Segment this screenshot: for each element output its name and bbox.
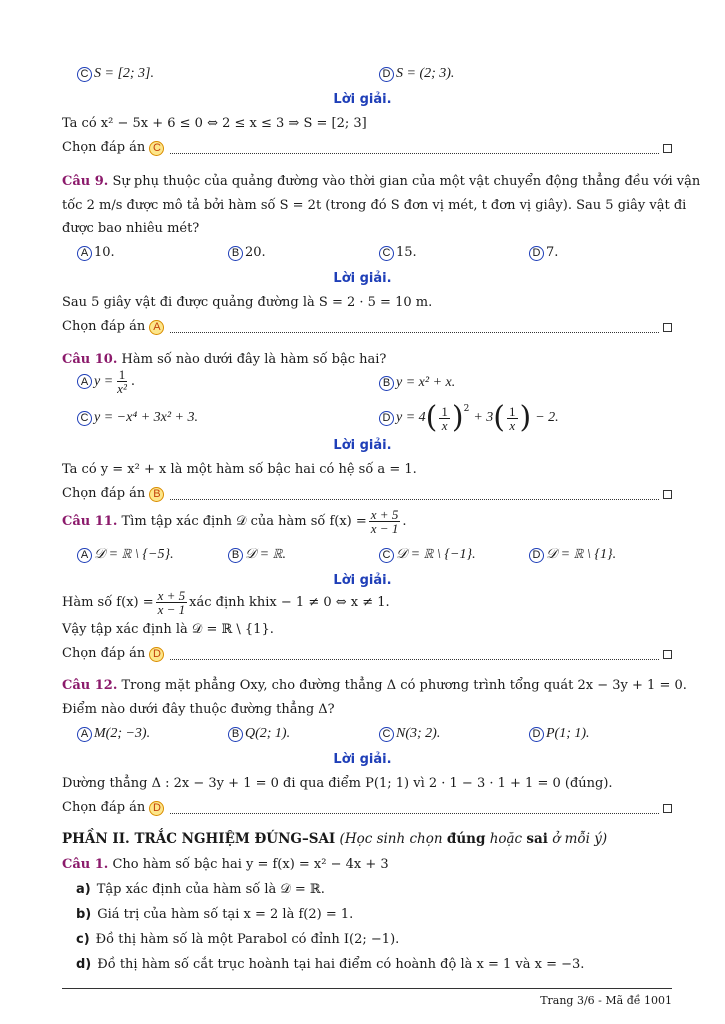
q9-option-d[interactable]: [529, 245, 558, 261]
option-badge: A: [77, 548, 92, 563]
option-badge: C: [379, 727, 394, 742]
answer-line: [62, 140, 672, 156]
question-text-end: .: [402, 513, 407, 529]
option-text: y =: [94, 373, 114, 389]
question-number: Câu 10.: [62, 352, 118, 367]
exponent: 2: [463, 404, 470, 414]
statement-text: Giá trị của hàm số tại x = 2 là f(2) = 1.: [97, 907, 354, 922]
answer-label: Chọn đáp án: [62, 800, 146, 815]
answer-line: [62, 486, 672, 502]
qed-square-icon: [663, 490, 672, 499]
option-text: S = [2; 3].: [94, 66, 155, 81]
fraction-numerator: x + 5: [370, 507, 399, 522]
q12-option-c[interactable]: [379, 726, 440, 742]
solution-text: Dường thẳng Δ : 2x − 3y + 1 = 0 đi qua điểm P(1; 1) vì 2 · 1 − 3 · 1 + 1 = 0 (đúng).: [62, 776, 613, 791]
part-note-bold: đúng: [446, 831, 486, 847]
part-note: hoặc: [489, 831, 523, 847]
option-text: 15.: [396, 245, 417, 260]
question-text: Sự phụ thuộc của quảng đường vào thời gian của một vật chuyển động thẳng đều với vận: [112, 174, 701, 189]
q11-option-b[interactable]: [228, 547, 286, 563]
q9-option-a[interactable]: [77, 245, 115, 261]
question-9-line2: tốc 2 m/s được mô tả bởi hàm số S = 2t (trong đó S đơn vị mét, t đơn vị giây). Sau 5 giây vật đi: [62, 198, 687, 213]
answer-badge: C: [149, 141, 164, 156]
solution-heading: Lời giải.: [333, 92, 392, 107]
fraction-denominator: x: [509, 417, 516, 433]
option-badge: B: [228, 548, 243, 563]
option-text: y = −x⁴ + 3x² + 3.: [94, 410, 198, 425]
fraction-numerator: 1: [509, 403, 516, 419]
fraction: [156, 589, 188, 616]
solution-text-2: Vậy tập xác định là 𝒟 = ℝ \ {1}.: [62, 622, 274, 637]
option-text: M(2; −3).: [94, 726, 151, 741]
option-text: Q(2; 1).: [245, 726, 291, 741]
part-note: ở mỗi ý): [552, 831, 608, 847]
q9-option-b[interactable]: [228, 245, 266, 261]
question-text: Trong mặt phẳng Oxy, cho đường thẳng Δ có phương trình tổng quát 2x − 3y + 1 = 0.: [121, 678, 687, 693]
paren-open: (: [493, 400, 506, 435]
option-text-mid: + 3: [473, 410, 494, 425]
statement-text: Tập xác định của hàm số là 𝒟 = ℝ.: [96, 882, 325, 897]
question-12-line2: Điểm nào dưới đây thuộc đường thẳng Δ?: [62, 702, 335, 717]
option-badge: C: [77, 67, 92, 82]
option-badge: D: [379, 411, 394, 426]
option-c[interactable]: [77, 66, 154, 82]
qed-square-icon: [663, 650, 672, 659]
option-text: y = 4: [396, 410, 426, 425]
q9-option-c[interactable]: [379, 245, 417, 261]
option-text-end: − 2.: [535, 410, 559, 425]
option-badge: D: [529, 548, 544, 563]
solution-text: [62, 589, 390, 616]
dotted-leader: [170, 489, 659, 500]
option-text: 20.: [245, 245, 266, 260]
statement-label: c): [76, 932, 90, 947]
dotted-leader: [170, 322, 659, 333]
answer-line: [62, 800, 672, 816]
fraction-numerator: 1: [441, 403, 448, 419]
answer-label: Chọn đáp án: [62, 646, 146, 661]
q10-option-c[interactable]: [77, 410, 198, 426]
question-number: Câu 1.: [62, 857, 109, 872]
option-badge: C: [379, 246, 394, 261]
option-text: S = (2; 3).: [396, 66, 455, 81]
question-number: Câu 11.: [62, 513, 118, 529]
answer-badge: D: [149, 801, 164, 816]
option-text-end: .: [130, 373, 135, 389]
statement-label: b): [76, 907, 92, 922]
solution-text: Ta có y = x² + x là một hàm số bậc hai có hệ số a = 1.: [62, 462, 417, 477]
option-badge: D: [529, 727, 544, 742]
qed-square-icon: [663, 323, 672, 332]
page-footer: Trang 3/6 - Mã đề 1001: [540, 994, 672, 1007]
question-11: [62, 508, 406, 535]
statement-text: Đồ thị hàm số cắt trục hoành tại hai điểm có hoành độ là x = 1 và x = −3.: [97, 957, 585, 972]
question-text: Hàm số nào dưới đây là hàm số bậc hai?: [121, 352, 387, 367]
paren-open: (: [425, 400, 438, 435]
qed-square-icon: [663, 804, 672, 813]
paren-close: ): [519, 400, 532, 435]
option-badge: D: [379, 67, 394, 82]
solution-heading: Lời giải.: [333, 752, 392, 767]
paren-close: ): [451, 400, 464, 435]
q11-option-a[interactable]: [77, 547, 174, 563]
answer-badge: A: [149, 320, 164, 335]
fraction: [439, 405, 450, 432]
dotted-leader: [170, 143, 659, 154]
question-text: Cho hàm số bậc hai y = f(x) = x² − 4x + 3: [112, 857, 389, 872]
q10-option-b[interactable]: [379, 375, 455, 391]
fraction: [369, 508, 401, 535]
answer-badge: D: [149, 647, 164, 662]
fraction-denominator: x²: [117, 381, 127, 396]
fraction-numerator: x + 5: [157, 588, 186, 603]
option-badge: B: [228, 727, 243, 742]
footer-divider: [62, 988, 672, 989]
q10-option-a[interactable]: [77, 368, 135, 395]
option-text: 𝒟 = ℝ \ {−1}.: [396, 547, 476, 562]
option-badge: B: [379, 376, 394, 391]
statement-b[interactable]: [76, 907, 353, 923]
question-9-line3: được bao nhiêu mét?: [62, 221, 200, 236]
option-d[interactable]: [379, 66, 454, 82]
part-title: PHẦN II. TRẮC NGHIỆM ĐÚNG–SAI: [62, 831, 336, 847]
part-note: (Học sinh chọn: [339, 831, 443, 847]
option-badge: A: [77, 727, 92, 742]
option-text: 𝒟 = ℝ \ {1}.: [546, 547, 617, 562]
question-text: Tìm tập xác định 𝒟 của hàm số f(x) =: [121, 513, 367, 529]
option-text: P(1; 1).: [546, 726, 590, 741]
option-badge: D: [529, 246, 544, 261]
statement-label: a): [76, 882, 91, 897]
answer-label: Chọn đáp án: [62, 319, 146, 334]
solution-heading: Lời giải.: [333, 438, 392, 453]
answer-line: [62, 646, 672, 662]
solution-text: Sau 5 giây vật đi được quảng đường là S = 2 · 5 = 10 m.: [62, 295, 433, 310]
question-number: Câu 12.: [62, 678, 118, 693]
fraction-denominator: x − 1: [370, 521, 399, 536]
option-badge: C: [77, 411, 92, 426]
part-note-bold: sai: [526, 831, 548, 847]
solution-text-end: xác định khix − 1 ≠ 0 ⇔ x ≠ 1.: [189, 594, 390, 610]
statement-label: d): [76, 957, 92, 972]
part2-question-1: [62, 857, 389, 873]
fraction-denominator: x: [441, 417, 448, 433]
fraction: [507, 405, 518, 432]
option-text: 𝒟 = ℝ.: [245, 547, 287, 562]
option-badge: A: [77, 374, 92, 389]
answer-line: [62, 319, 672, 335]
q11-option-d[interactable]: [529, 547, 616, 563]
option-text: 𝒟 = ℝ \ {−5}.: [94, 547, 174, 562]
option-badge: C: [379, 548, 394, 563]
dotted-leader: [170, 649, 659, 660]
statement-c[interactable]: [76, 932, 399, 948]
option-badge: B: [228, 246, 243, 261]
solution-text: Ta có x² − 5x + 6 ≤ 0 ⇔ 2 ≤ x ≤ 3 ⇒ S = [2; 3]: [62, 116, 367, 131]
option-text: 10.: [94, 245, 115, 260]
fraction-numerator: 1: [118, 367, 126, 382]
statement-text: Đồ thị hàm số là một Parabol có đỉnh I(2; −1).: [95, 932, 400, 947]
q11-option-c[interactable]: [379, 547, 476, 563]
question-9: [62, 174, 700, 190]
qed-square-icon: [663, 144, 672, 153]
fraction: [115, 368, 129, 395]
part-2-heading: [62, 831, 607, 847]
solution-heading: Lời giải.: [333, 271, 392, 286]
option-badge: A: [77, 246, 92, 261]
q10-option-d[interactable]: [379, 399, 559, 437]
question-number: Câu 9.: [62, 174, 109, 189]
q12-option-d[interactable]: [529, 726, 590, 742]
q12-option-a[interactable]: [77, 726, 150, 742]
answer-label: Chọn đáp án: [62, 140, 146, 155]
option-text: y = x² + x.: [396, 375, 456, 390]
answer-label: Chọn đáp án: [62, 486, 146, 501]
solution-heading: Lời giải.: [333, 573, 392, 588]
option-text: N(3; 2).: [396, 726, 441, 741]
question-12: [62, 678, 687, 694]
fraction-denominator: x − 1: [157, 602, 186, 617]
statement-d[interactable]: [76, 957, 584, 973]
dotted-leader: [170, 803, 659, 814]
q12-option-b[interactable]: [228, 726, 290, 742]
question-10: [62, 352, 386, 368]
answer-badge: B: [149, 487, 164, 502]
option-text: 7.: [546, 245, 559, 260]
solution-text-start: Hàm số f(x) =: [62, 594, 154, 610]
statement-a[interactable]: [76, 882, 325, 898]
